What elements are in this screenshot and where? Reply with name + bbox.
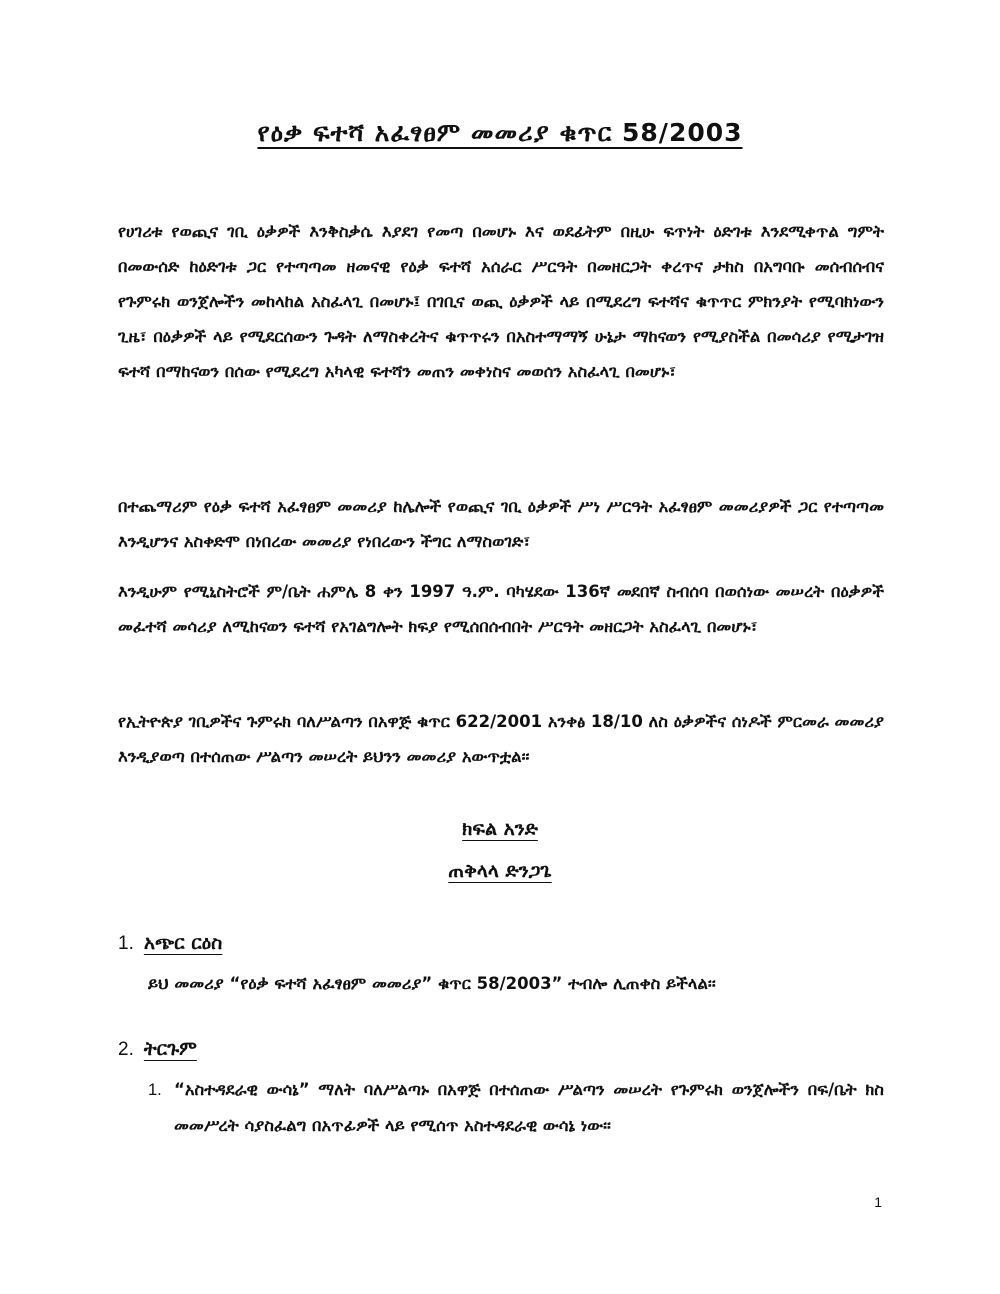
section-label: አጭር ርዕስ xyxy=(143,932,223,954)
preamble-paragraph-4: የኢትዮጵያ ገቢዎችና ጉምሩክ ባለሥልጣን በአዋጅ ቁጥር 622/2001 አንቀፅ 18/10 ለስ ዕቃዎችና ሰነዶች ምርመራ መመሪያ እንዲያወጣ በተሰጠው ሥልጣን መሠረት ይህንን መመሪያ አውጥቷል፡፡ xyxy=(118,712,884,766)
item-text: “አስተዳደራዊ ውሳኔ” ማለት ባለሥልጣኑ በአዋጅ በተሰጠው ሥልጣን መሠረት የጉምሩክ ወንጀሎችን በፍ/ቤት ክስ መመሥረት ሳያስፈልግ በአጥፊዎች ላይ የሚሰጥ አስተዳደራዊ ውሳኔ ነው፡፡ xyxy=(174,1080,884,1135)
page-number: 1 xyxy=(874,1194,882,1210)
part-subheading: ጠቅላላ ድንጋጌ xyxy=(448,860,552,882)
preamble-paragraph-1: የሀገሪቱ የወጪና ገቢ ዕቃዎች እንቅስቃሴ እያደገ የመጣ በመሆኑ እና ወደፊትም በዚሁ ፍጥነት ዕድገቱ እንደሚቀጥል ግምት በመውሰድ ከዕድገቱ ጋር የተጣጣመ ዘመናዊ የዕቃ ፍተሻ አሰራር ሥርዓት በመዘርጋት ቀረጥና ታክስ በአግባቡ መሰብሰብና የጉምሩክ ወንጀሎችን መከላከል አስፈላጊ በመሆኑ፤ በገቢና ወጪ ዕቃዎች ላይ በሚደረግ ፍተሻና ቁጥጥር ምክንያት የሚባክነውን ጊዜ፣ በዕቃዎች ላይ የሚደርሰውን ጉዳት ለማስቀረትና ቁጥጥሩን በአስተማማኝ ሁኔታ ማከናወን የሚያስችል በመሳሪያ የሚታገዝ ፍተሻ በማከናወን በሰው የሚደረግ አካላዊ ፍተሻን መጠን መቀነስና መወሰን አስፈላጊ በመሆኑ፣ xyxy=(118,222,884,381)
section-number: 1. xyxy=(118,933,134,954)
preamble-paragraph-2: በተጨማሪም የዕቃ ፍተሻ አፈፃፀም መመሪያ ከሌሎች የወጪና ገቢ ዕቃዎች ሥነ ሥርዓት አፈፃፀም መመሪያዎች ጋር የተጣጣመ እንዲሆንና አስቀድሞ በነበረው መመሪያ የነበረውን ችግር ለማስወገድ፣ xyxy=(118,497,884,551)
definition-item xyxy=(148,1072,884,1144)
document-title: የዕቃ ፍተሻ አፈፃፀም መመሪያ ቁጥር 58/2003 xyxy=(257,118,743,147)
section-1-text: ይህ መመሪያ “የዕቃ ፍተሻ አፈፃፀም መመሪያ” ቁጥር 58/2003” ተብሎ ሊጠቀስ ይችላል፡፡ xyxy=(148,974,716,993)
section-2-heading xyxy=(118,1038,197,1061)
section-1-heading xyxy=(118,932,222,955)
section-label: ትርጉም xyxy=(143,1038,197,1060)
preamble-paragraph-3: እንዲሁም የሚኒስትሮች ም/ቤት ሐምሌ 8 ቀን 1997 ዓ.ም. ባካሄደው 136ኛ መደበኛ ስብሰባ በወሰነው መሠረት በዕቃዎች መፈተሻ መሳሪያ ለሚከናወን ፍተሻ የአገልግሎት ክፍያ የሚሰበሰብበት ሥርዓት መዘርጋት አስፈላጊ በመሆኑ፣ xyxy=(118,582,884,636)
item-number: 1. xyxy=(148,1081,162,1099)
part-heading: ክፍል አንድ xyxy=(462,818,538,840)
section-number: 2. xyxy=(118,1039,134,1060)
